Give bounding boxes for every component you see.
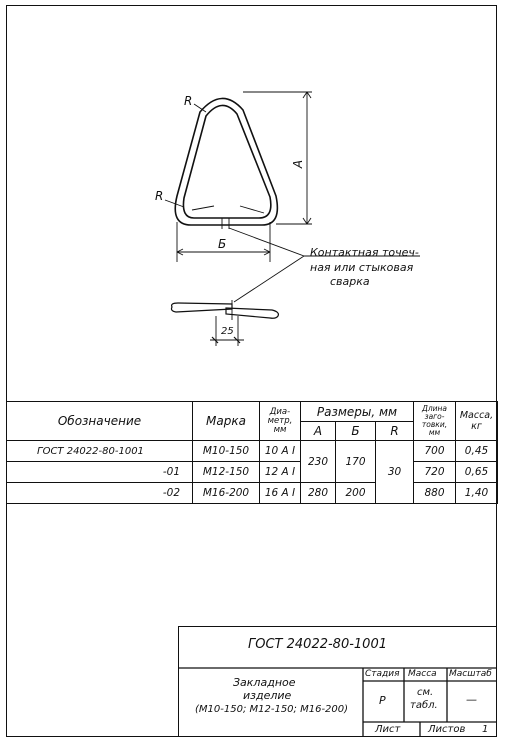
- weld-note-line1: Контактная точеч-: [310, 246, 419, 259]
- side-left-rod: [172, 303, 233, 312]
- header-designation: Обозначение: [7, 402, 193, 441]
- header-mark: Марка: [193, 402, 260, 441]
- header-b: Б: [336, 422, 376, 441]
- dimension-a-label: A: [291, 159, 306, 169]
- mass-value-line2: табл.: [410, 700, 438, 711]
- weld-note-line3: сварка: [330, 275, 370, 288]
- radius-label-top: R: [184, 94, 193, 108]
- table-row: -01 М12-150 12 А I 720 0,65: [7, 462, 498, 483]
- product-name-line3: (М10-150; М12-150; М16-200): [195, 704, 349, 715]
- product-name-line2: изделие: [243, 689, 292, 702]
- sheets-value: 1: [482, 724, 489, 735]
- sheet-label: Лист: [375, 724, 401, 735]
- specification-table: [6, 401, 498, 504]
- scale-label: Масштаб: [449, 669, 492, 679]
- header-dims: Размеры, мм: [301, 402, 414, 422]
- table-row: -02 М16-200 16 А I 280 200 880 1,40: [7, 483, 498, 504]
- dimension-25-label: 25: [221, 326, 234, 337]
- loop-outer: [175, 98, 277, 225]
- header-a: А: [301, 422, 336, 441]
- table-row: ГОСТ 24022-80-1001 М10-150 10 А I 230 170 30 700 0,45: [7, 441, 498, 462]
- header-r: R: [376, 422, 414, 441]
- stage-label: Стадия: [365, 669, 400, 679]
- scale-value: —: [466, 693, 477, 706]
- side-right-rod: [226, 308, 278, 318]
- radius-label-bottom: R: [155, 189, 164, 203]
- document-number: ГОСТ 24022-80-1001: [248, 637, 387, 652]
- header-mass: Масса, кг: [456, 402, 498, 441]
- product-name-line1: Закладное: [233, 676, 296, 689]
- header-diameter: Диа- метр, мм: [260, 402, 301, 441]
- mass-label: Масса: [408, 669, 437, 679]
- sheets-label: Листов: [428, 724, 466, 735]
- mass-value-line1: см.: [417, 687, 434, 698]
- stage-value: Р: [379, 694, 386, 707]
- header-length: Длина заго- товки, мм: [414, 402, 456, 441]
- weld-note-line2: ная или стыковая: [310, 261, 414, 274]
- dimension-b-label: Б: [218, 237, 227, 251]
